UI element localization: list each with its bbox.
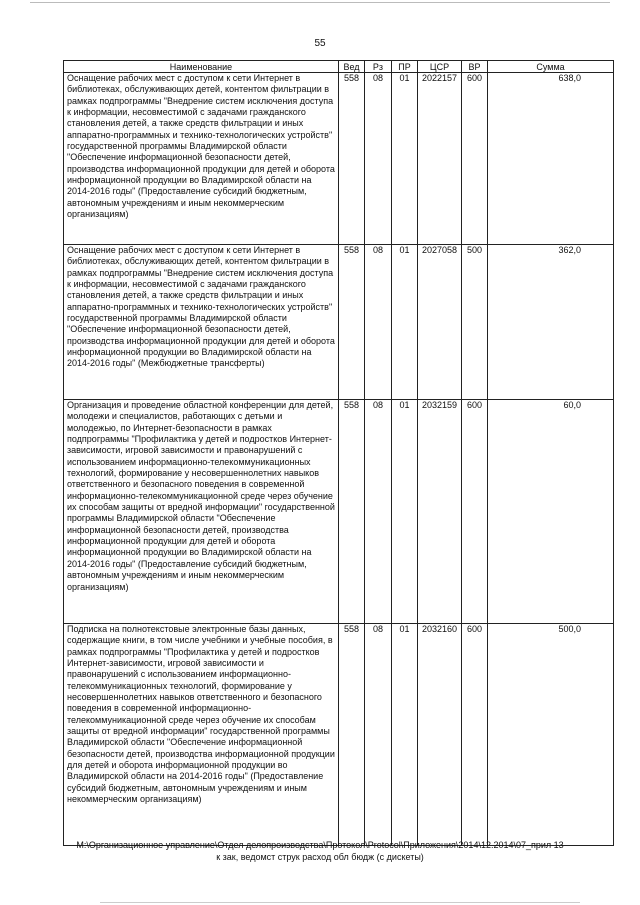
scan-bottom-edge — [100, 902, 580, 903]
col-header-name: Наименование — [64, 61, 339, 73]
row-sum: 500,0 — [488, 624, 614, 846]
row-rz: 08 — [365, 624, 392, 846]
row-vr: 600 — [462, 624, 488, 846]
row-ved: 558 — [339, 624, 365, 846]
row-rz: 08 — [365, 245, 392, 400]
row-vr: 600 — [462, 400, 488, 624]
table-row — [64, 624, 614, 846]
budget-table — [63, 60, 614, 846]
footer-description-line: к зак, ведомст струк расход обл бюдж (с дискеты) — [216, 852, 424, 862]
col-header-rz: Рз — [365, 61, 392, 73]
col-header-ved: Вед — [339, 61, 365, 73]
table-row — [64, 245, 614, 400]
row-name: Оснащение рабочих мест с доступом к сети Интернет в библиотеках, обслуживающих детей, контентом фильтрации в рамках подпрограммы "Внедрение систем исключения доступа к информации, несовместимой с задачами гражданского становления детей, а также средств фильтрации и иных аппаратно-программных и технико-технологических устройств" государственной программы Владимирской области "Обеспечение информационной безопасности детей, производства информационной продукции для детей и оборота информационной продукции во Владимирской области на 2014-2016 годы" (Предоставление субсидий бюджетным, автономным учреждениям и иным некоммерческим организациям) — [64, 73, 339, 245]
row-pr: 01 — [392, 624, 418, 846]
row-csr: 2032160 — [418, 624, 462, 846]
row-vr: 500 — [462, 245, 488, 400]
row-name: Организация и проведение областной конференции для детей, молодежи и специалистов, работающих с детьми и молодежью, по Интернет-безопасности в рамках подпрограммы "Профилактика у детей и подростков Интернет-зависимости, игровой зависимости и правонарушений с использованием информационно-телекоммуникационных технологий, формирование у несовершеннолетних навыков ответственного и безопасного поведения в современной информационно-телекоммуникационной среде через обучение их способам защиты от вредной информации" государственной программы Владимирской области "Обеспечение информационной безопасности детей, производства информационной продукции для детей и оборота информационной продукции во Владимирской области на 2014-2016 годы" (Предоставление субсидий бюджетным, автономным учреждениям и иным некоммерческим организациям) — [64, 400, 339, 624]
row-ved: 558 — [339, 73, 365, 245]
col-header-sum: Сумма — [488, 61, 614, 73]
page-number: 55 — [314, 38, 326, 49]
row-rz: 08 — [365, 400, 392, 624]
row-pr: 01 — [392, 245, 418, 400]
scan-top-edge — [30, 2, 610, 3]
row-sum: 362,0 — [488, 245, 614, 400]
row-pr: 01 — [392, 400, 418, 624]
footer-path-line: M:\Организационное управление\Отдел делопроизводства\Протокол\Protocol\Приложения\2014\12.2014\07_прил 13 — [76, 840, 564, 850]
row-name: Оснащение рабочих мест с доступом к сети Интернет в библиотеках, обслуживающих детей, контентом фильтрации в рамках подпрограммы "Внедрение систем исключения доступа к информации, несовместимой с задачами гражданского становления детей, а также средств фильтрации и иных аппаратно-программных и технико-технологических устройств" государственной программы Владимирской области "Обеспечение информационной безопасности детей, производства информационной продукции для детей и оборота информационной продукции во Владимирской области на 2014-2016 годы" (Межбюджетные трансферты) — [64, 245, 339, 400]
row-rz: 08 — [365, 73, 392, 245]
col-header-csr: ЦСР — [418, 61, 462, 73]
row-ved: 558 — [339, 245, 365, 400]
row-sum: 60,0 — [488, 400, 614, 624]
row-ved: 558 — [339, 400, 365, 624]
row-sum: 638,0 — [488, 73, 614, 245]
col-header-vr: ВР — [462, 61, 488, 73]
table-header-row — [64, 61, 614, 73]
table-row — [64, 400, 614, 624]
file-path-footer — [30, 839, 610, 863]
table-row — [64, 73, 614, 245]
row-name: Подписка на полнотекстовые электронные базы данных, содержащие книги, в том числе учебники и учебные пособия, в рамках подпрограммы "Профилактика у детей и подростков Интернет-зависимости, игровой зависимости и правонарушений с использованием информационно-телекоммуникационных технологий, формирование у несовершеннолетних навыков ответственного и безопасного поведения в современной информационно-телекоммуникационной среде через обучение их способам защиты от вредной информации" государственной программы Владимирской области "Обеспечение информационной безопасности детей, производства информационной продукции для детей и оборота информационной продукции во Владимирской области на 2014-2016 годы" (Предоставление субсидий бюджетным, автономным учреждениям и иным некоммерческим организациям) — [64, 624, 339, 846]
row-pr: 01 — [392, 73, 418, 245]
col-header-pr: ПР — [392, 61, 418, 73]
row-csr: 2032159 — [418, 400, 462, 624]
row-vr: 600 — [462, 73, 488, 245]
row-csr: 2027058 — [418, 245, 462, 400]
row-csr: 2022157 — [418, 73, 462, 245]
